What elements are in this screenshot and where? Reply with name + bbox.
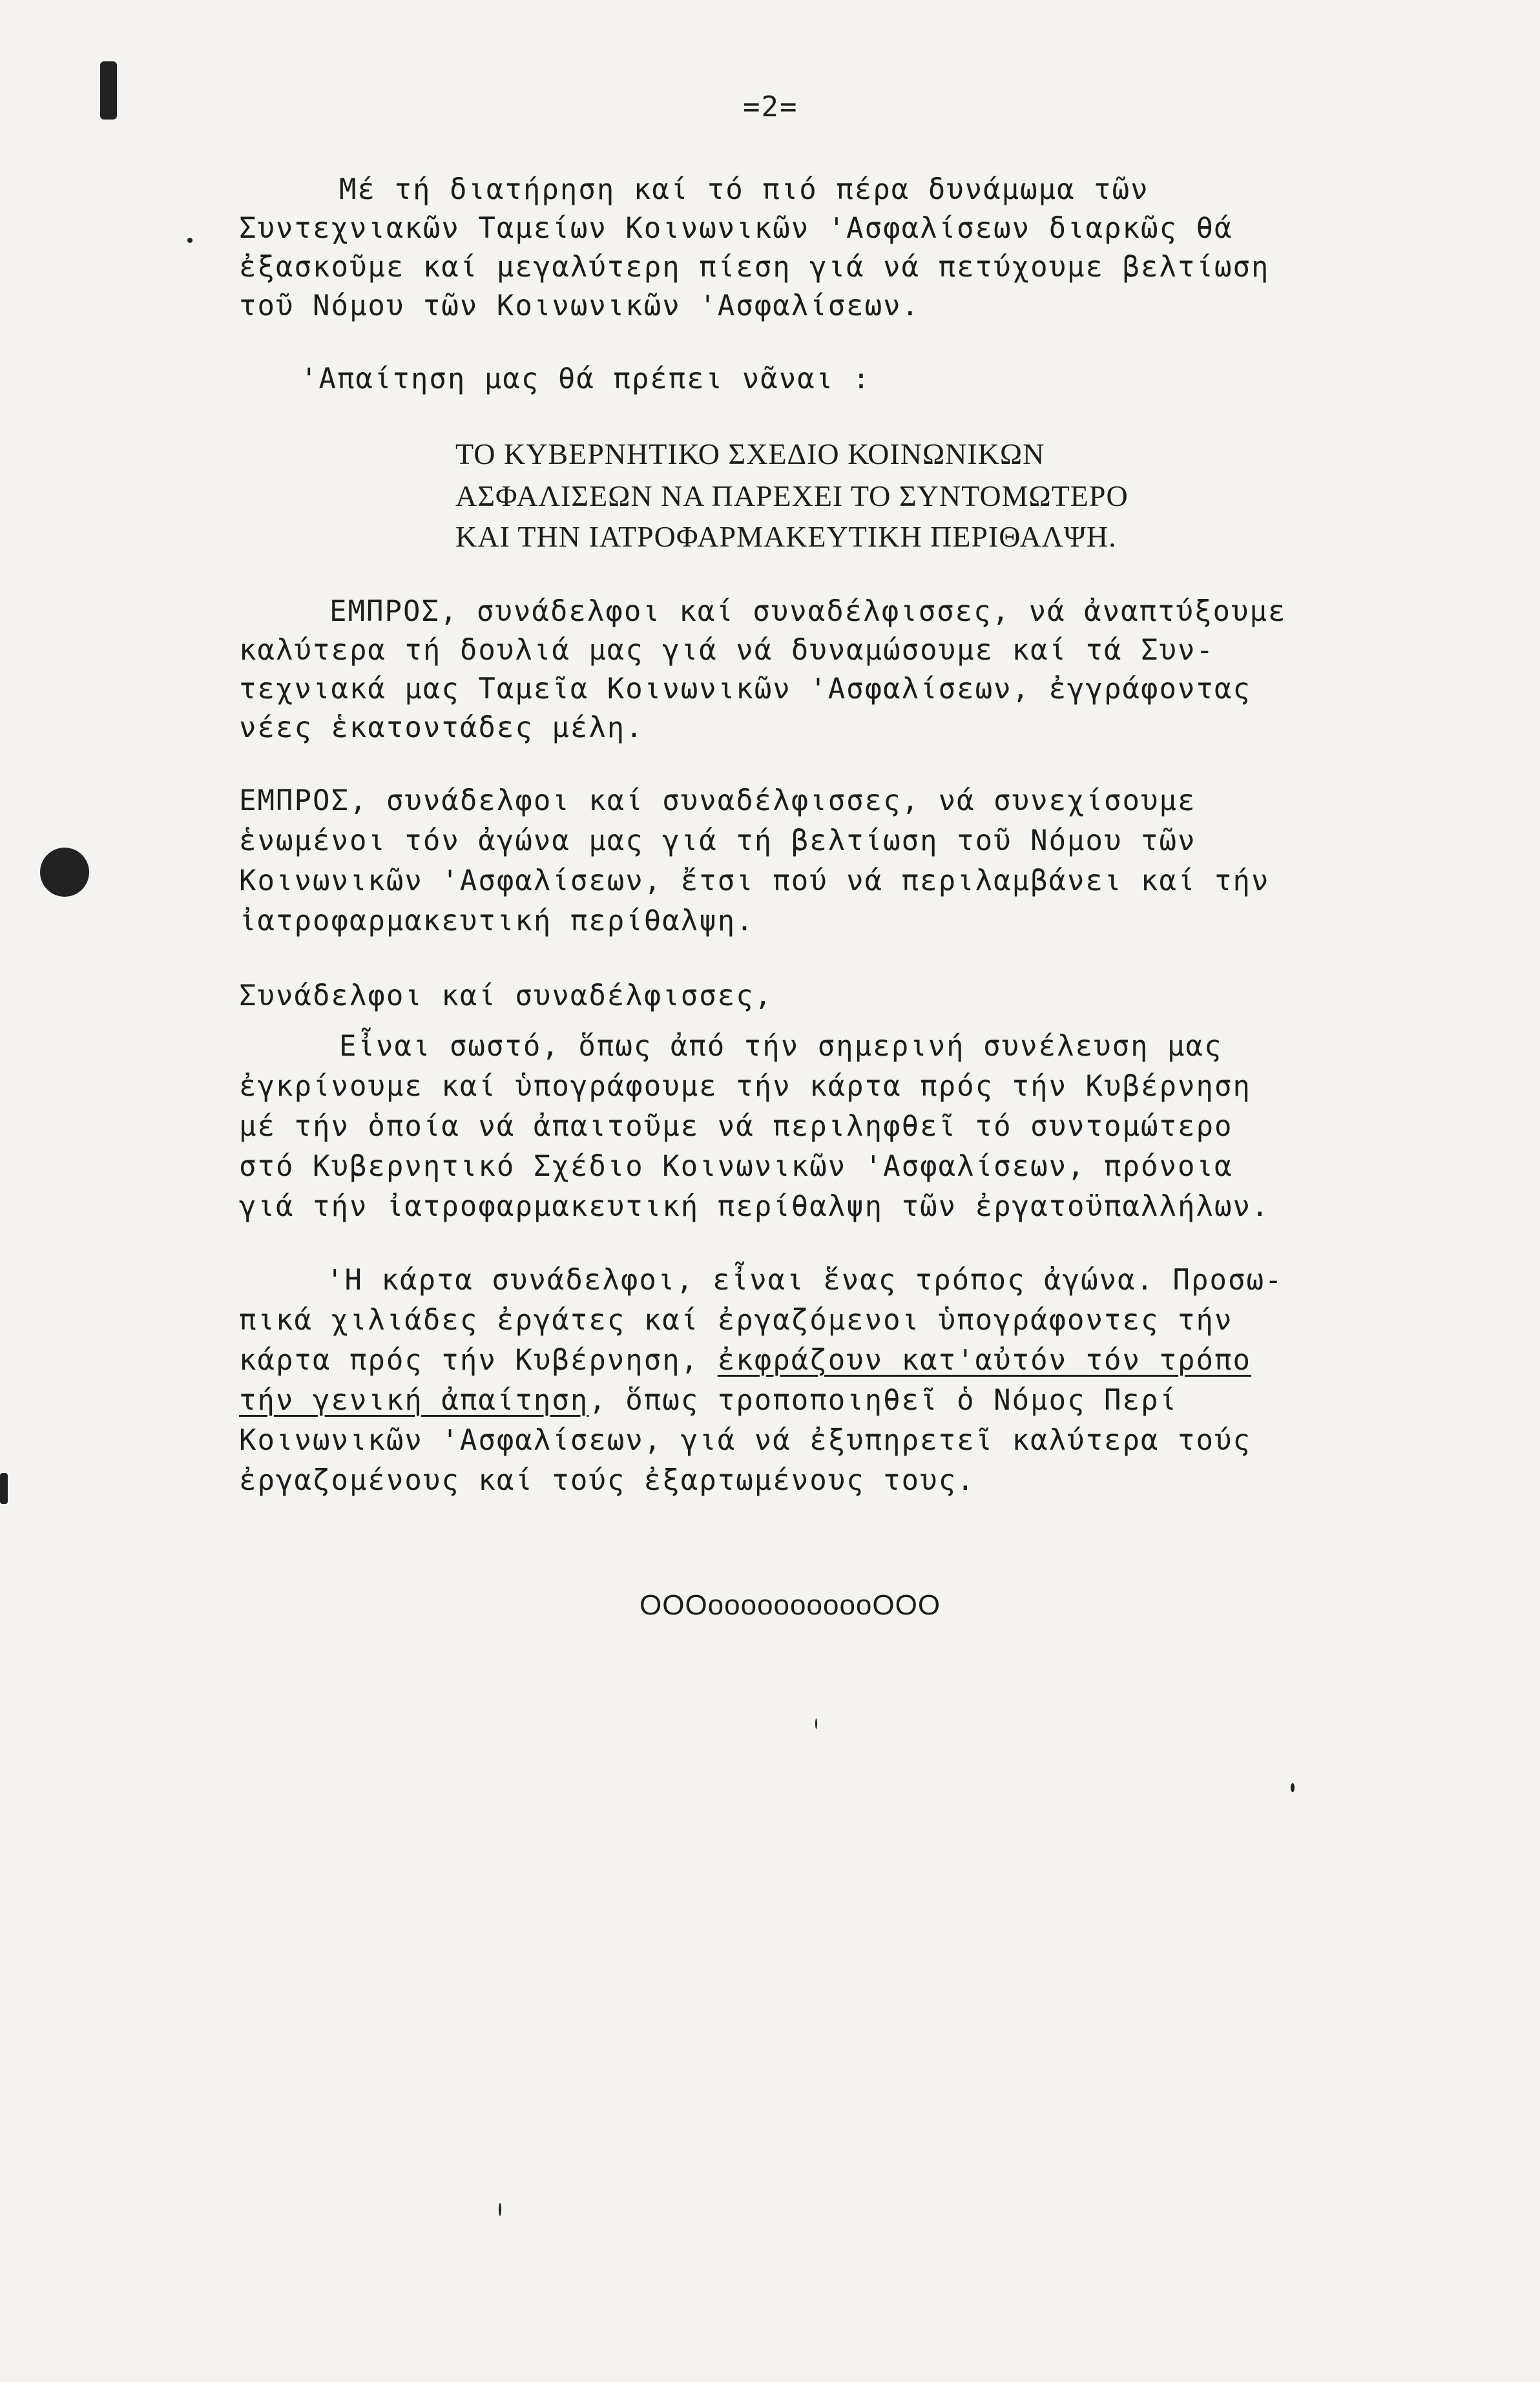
paragraph-5: Συνάδελφοι καί συναδέλφισσες,	[239, 979, 773, 1012]
paragraph-7-line-2: πικά χιλιάδες ἐργάτες καί ἐργαζόμενοι ὑπογράφοντες τήν	[239, 1304, 1233, 1337]
paragraph-3-line-2: καλύτερα τή δουλιά μας γιά νά δυναμώσουμε καί τά Συν-	[239, 634, 1214, 667]
underlined-phrase-2: τήν γενική ἀπαίτηση	[239, 1384, 589, 1417]
paragraph-4-line-3: Κοινωνικῶν 'Ασφαλίσεων, ἔτσι πού νά περιλαμβάνει καί τήν	[239, 864, 1270, 897]
edge-mark-left-mid	[0, 1473, 8, 1504]
demand-line-3: ΚΑΙ ΤΗΝ ΙΑΤΡΟΦΑΡΜΑΚΕΥΤΙΚΗ ΠΕΡΙΘΑΛΨΗ.	[455, 520, 1117, 553]
paragraph-7-line-4	[239, 1386, 1178, 1415]
paragraph-7-line-6: ἐργαζομένους καί τούς ἐξαρτωμένους τους.	[239, 1464, 975, 1497]
paragraph-1-line-3: ἐξασκοῦμε καί μεγαλύτερη πίεση γιά νά πετύχουμε βελτίωση	[239, 251, 1270, 284]
paragraph-1-line-2: Συντεχνιακῶν Ταμείων Κοινωνικῶν 'Ασφαλίσεων διαρκῶς θά	[239, 212, 1233, 245]
punch-hole-mark	[40, 848, 89, 897]
paragraph-4-line-1: ΕΜΠΡΟΣ, συνάδελφοι καί συναδέλφισσες, νά συνεχίσουμε	[239, 784, 1196, 817]
paragraph-7-line-1: 'Η κάρτα συνάδελφοι, εἶναι ἕνας τρόπος ἀγώνα. Προσω-	[326, 1264, 1284, 1297]
paragraph-7-line-4-text: , ὅπως τροποποιηθεῖ ὁ Νόμος Περί	[588, 1384, 1178, 1417]
paragraph-6-line-1: Εἶναι σωστό, ὅπως ἀπό τήν σημερινή συνέλευση μας	[339, 1030, 1223, 1063]
closing-mark: OOOooooooooooOOO	[640, 1589, 941, 1621]
underlined-phrase-1: ἐκφράζουν κατ'αὐτόν τόν τρόπο	[717, 1344, 1251, 1377]
scan-speck	[499, 2203, 501, 2216]
paragraph-1-line-1: Μέ τή διατήρηση καί τό πιό πέρα δυνάμωμα τῶν	[339, 173, 1149, 206]
paragraph-2: 'Απαίτηση μας θά πρέπει νᾶναι :	[300, 362, 871, 395]
page-number: =2=	[743, 90, 798, 123]
demand-line-1: ΤΟ ΚΥΒΕΡΝΗΤΙΚΟ ΣΧΕΔΙΟ ΚΟΙΝΩΝΙΚΩΝ	[455, 437, 1045, 470]
demand-line-2: ΑΣΦΑΛΙΣΕΩΝ ΝΑ ΠΑΡΕΧΕΙ ΤΟ ΣΥΝΤΟΜΩΤΕΡΟ	[455, 479, 1129, 512]
paragraph-4-line-2: ἑνωμένοι τόν ἀγώνα μας γιά τή βελτίωση τοῦ Νόμου τῶν	[239, 824, 1196, 857]
paragraph-3-line-3: τεχνιακά μας Ταμεῖα Κοινωνικῶν 'Ασφαλίσεων, ἐγγράφοντας	[239, 673, 1251, 705]
paragraph-6-line-4: στό Κυβερνητικό Σχέδιο Κοινωνικῶν 'Ασφαλίσεων, πρόνοια	[239, 1150, 1233, 1183]
paragraph-3-line-4: νέες ἑκατοντάδες μέλη.	[239, 711, 644, 744]
paragraph-7-line-3-text: κάρτα πρός τήν Κυβέρνηση,	[239, 1344, 718, 1377]
paragraph-6-line-3: μέ τήν ὁποία νά ἀπαιτοῦμε νά περιληφθεῖ τό συντομώτερο	[239, 1110, 1233, 1143]
paragraph-1-line-4: τοῦ Νόμου τῶν Κοινωνικῶν 'Ασφαλίσεων.	[239, 289, 921, 322]
scan-speck	[1291, 1783, 1295, 1792]
scan-speck	[815, 1719, 817, 1729]
scan-speck	[187, 238, 192, 243]
edge-mark-top-left	[100, 61, 117, 120]
paragraph-3-line-1: ΕΜΠΡΟΣ, συνάδελφοι καί συναδέλφισσες, νά ἀναπτύξουμε	[329, 595, 1287, 628]
paragraph-6-line-2: ἐγκρίνουμε καί ὑπογράφουμε τήν κάρτα πρός τήν Κυβέρνηση	[239, 1070, 1251, 1103]
paragraph-7-line-5: Κοινωνικῶν 'Ασφαλίσεων, γιά νά ἐξυπηρετεῖ καλύτερα τούς	[239, 1424, 1251, 1457]
paragraph-7-line-3	[239, 1346, 1251, 1375]
paragraph-6-line-5: γιά τήν ἰατροφαρμακευτική περίθαλψη τῶν ἐργατοϋπαλλήλων.	[239, 1190, 1270, 1223]
paragraph-4-line-4: ἰατροφαρμακευτική περίθαλψη.	[239, 904, 754, 937]
